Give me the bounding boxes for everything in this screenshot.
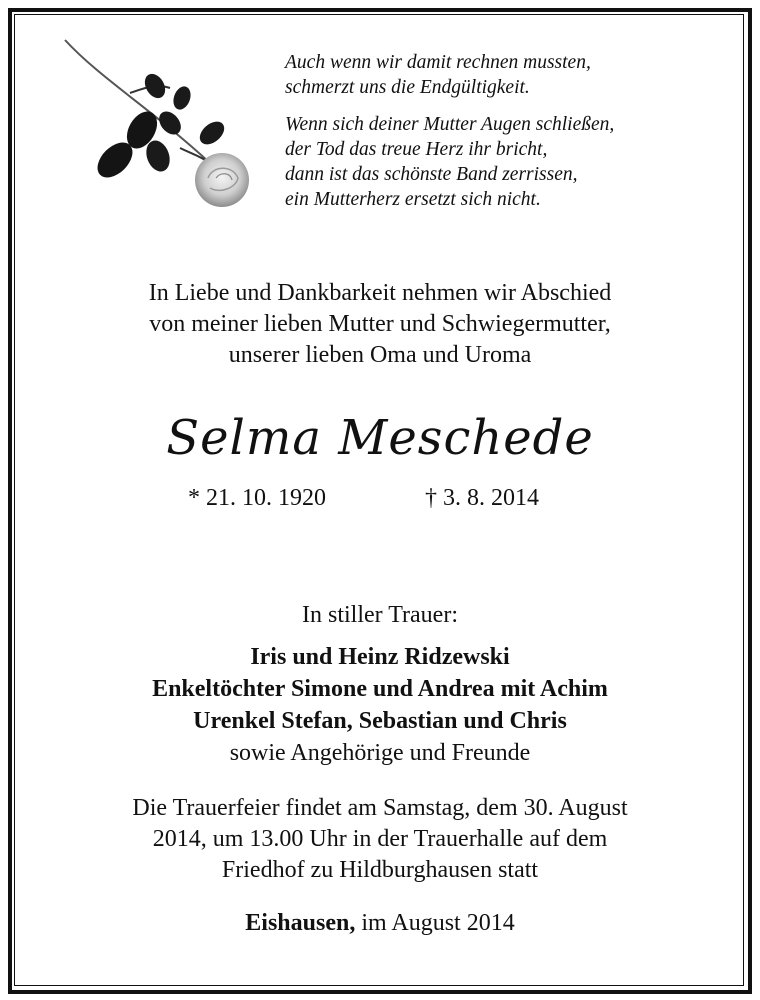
poem-stanza-2 xyxy=(285,112,725,212)
ceremony-line: Die Trauerfeier findet am Samstag, dem 30. August xyxy=(132,795,628,821)
intro-text xyxy=(0,278,760,371)
deceased-name: Selma Meschede xyxy=(166,410,594,466)
signature-place: Eishausen, xyxy=(245,910,356,936)
poem-stanza-1 xyxy=(285,50,725,100)
intro-line: unserer lieben Oma und Uroma xyxy=(228,342,532,368)
poem-line: Wenn sich deiner Mutter Augen schließen, xyxy=(285,114,615,135)
family-line: Urenkel Stefan, Sebastian und Chris xyxy=(193,708,567,734)
signature xyxy=(0,910,760,937)
birth-date: * 21. 10. 1920 xyxy=(188,485,326,511)
family-line: Iris und Heinz Ridzewski xyxy=(250,644,510,670)
intro-line: von meiner lieben Mutter und Schwiegermutter, xyxy=(149,311,611,337)
family-line: Enkeltöchter Simone und Andrea mit Achim xyxy=(152,676,608,702)
poem-line: Auch wenn wir damit rechnen mussten, xyxy=(285,52,591,73)
poem-line: ein Mutterherz ersetzt sich nicht. xyxy=(285,189,541,210)
family-line: sowie Angehörige und Freunde xyxy=(229,740,531,766)
signature-date: im August 2014 xyxy=(355,910,515,936)
poem-line: schmerzt uns die Endgültigkeit. xyxy=(285,77,530,98)
ceremony-line: 2014, um 13.00 Uhr in der Trauerhalle auf dem xyxy=(152,826,608,852)
intro-line: In Liebe und Dankbarkeit nehmen wir Abschied xyxy=(148,280,612,306)
ceremony-line: Friedhof zu Hildburghausen statt xyxy=(221,857,539,883)
poem-line: dann ist das schönste Band zerrissen, xyxy=(285,164,578,185)
poem xyxy=(285,50,725,224)
ceremony-info xyxy=(0,793,760,886)
family-list xyxy=(0,641,760,769)
mourning-label: In stiller Trauer: xyxy=(302,602,458,628)
rose-icon xyxy=(60,38,260,218)
poem-line: der Tod das treue Herz ihr bricht, xyxy=(285,139,548,160)
death-date: † 3. 8. 2014 xyxy=(425,485,539,511)
